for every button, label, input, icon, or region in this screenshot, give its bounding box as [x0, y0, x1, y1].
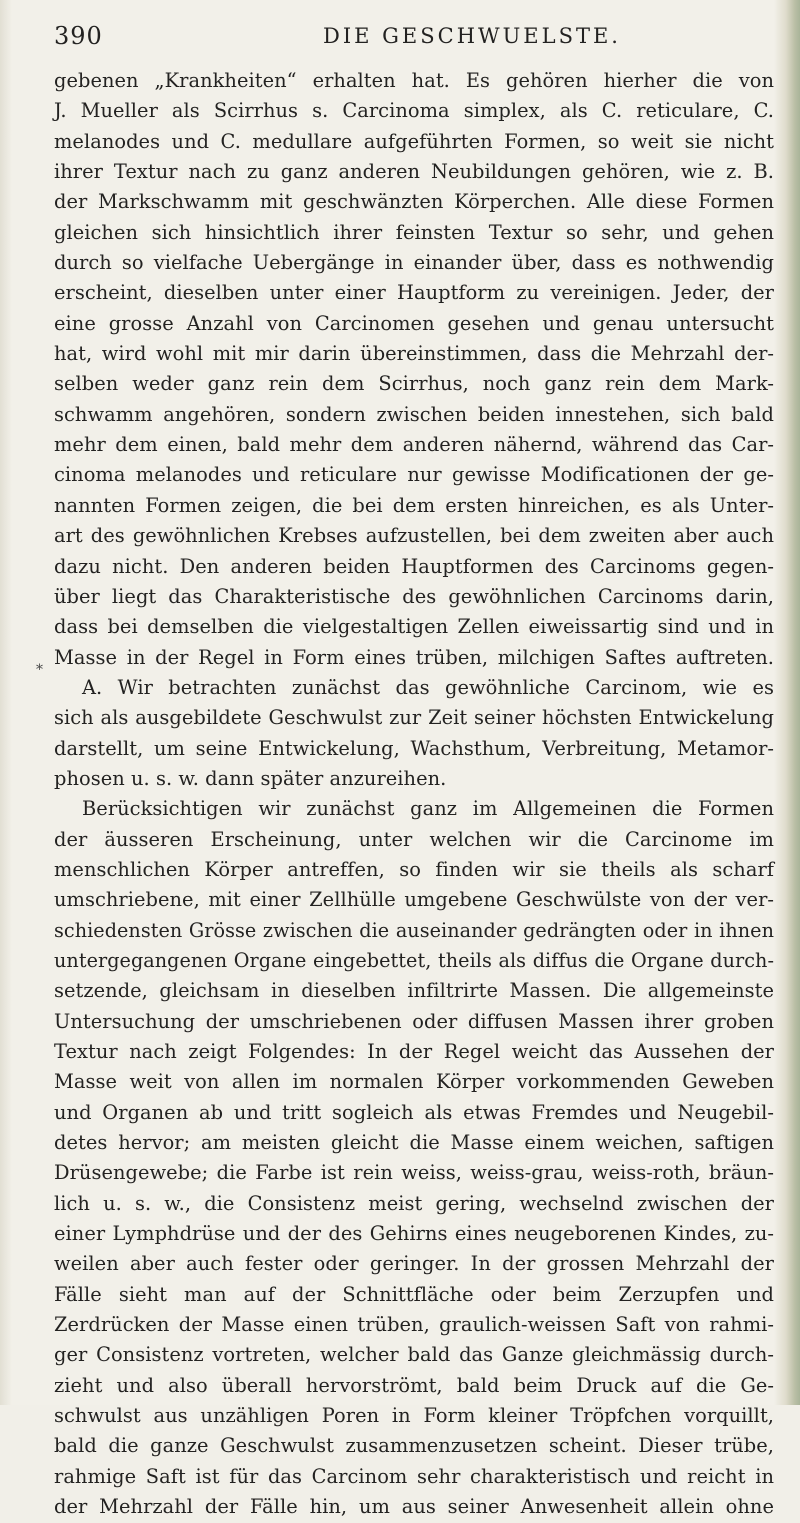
text-line: hat, wird wohl mit mir darin übereinstimmen, dass die Mehrzahl der- [54, 342, 774, 366]
text-line: nannten Formen zeigen, die bei dem ersten hinreichen, es als Unter- [54, 493, 774, 517]
text-line: umschriebene, mit einer Zellhülle umgebene Geschwülste von der ver- [54, 888, 774, 912]
text-line: dazu nicht. Den anderen beiden Hauptformen des Carcinoms gegen- [54, 554, 774, 578]
running-title: DIE GESCHWUELSTE. [323, 24, 621, 48]
text-line: sich als ausgebildete Geschwulst zur Zeit seiner höchsten Entwickelung [54, 706, 774, 730]
text-line: eine grosse Anzahl von Carcinomen gesehen und genau untersucht [54, 311, 774, 335]
text-line: schiedensten Grösse zwischen die auseinander gedrängten oder in ihnen [54, 918, 774, 942]
text-line: Textur nach zeigt Folgendes: In der Regel weicht das Aussehen der [54, 1040, 774, 1063]
text-line: ihrer Textur nach zu ganz anderen Neubildungen gehören, wie z. B. [54, 160, 774, 184]
text-line: Masse weit von allen im normalen Körper vorkommenden Geweben [54, 1070, 774, 1094]
text-line: selben weder ganz rein dem Scirrhus, noch ganz rein dem Mark- [54, 372, 774, 396]
text-line: Zerdrücken der Masse einen trüben, graulich-weissen Saft von rahmi- [54, 1313, 774, 1337]
text-line: menschlichen Körper antreffen, so finden wir sie theils als scharf [54, 857, 774, 881]
text-line: erscheint, dieselben unter einer Hauptform zu vereinigen. Jeder, der [54, 281, 774, 305]
paragraph-start-line: A. Wir betrachten zunächst das gewöhnliche Carcinom, wie es [82, 675, 774, 699]
text-line: Untersuchung der umschriebenen oder diffusen Massen ihrer groben [54, 1009, 774, 1033]
text-line: setzende, gleichsam in dieselben infiltrirte Massen. Die allgemeinste [54, 979, 774, 1003]
text-line: ger Consistenz vortreten, welcher bald das Ganze gleichmässig durch- [54, 1343, 774, 1367]
text-line: gebenen „Krankheiten“ erhalten hat. Es gehören hierher die von [54, 69, 774, 92]
text-line: über liegt das Charakteristische des gewöhnlichen Carcinoms darin, [54, 584, 774, 608]
text-line: Drüsengewebe; die Farbe ist rein weiss, weiss-grau, weiss-roth, bräun- [54, 1161, 774, 1185]
text-line: darstellt, um seine Entwickelung, Wachsthum, Verbreitung, Metamor- [54, 736, 774, 760]
text-line: der äusseren Erscheinung, unter welchen wir die Carcinome im [54, 827, 774, 851]
paragraph-end-line: phosen u. s. w. dann später anzureihen. [54, 766, 447, 790]
text-line: bald die ganze Geschwulst zusammenzusetzen scheint. Dieser trübe, [54, 1434, 774, 1458]
text-line: mehr dem einen, bald mehr dem anderen nähernd, während das Car- [54, 433, 774, 457]
text-line: und Organen ab und tritt sogleich als etwas Fremdes und Neugebil- [54, 1100, 774, 1124]
text-line: cinoma melanodes und reticulare nur gewisse Modificationen der ge- [54, 463, 774, 487]
text-line: dass bei demselben die vielgestaltigen Zellen eiweissartig sind und in [54, 615, 774, 639]
text-line: zieht und also überall hervorströmt, bald beim Druck auf die Ge- [54, 1373, 774, 1397]
text-line: der Mehrzahl der Fälle hin, um aus seiner Anwesenheit allein ohne [54, 1495, 774, 1519]
text-line: rahmige Saft ist für das Carcinom sehr charakteristisch und reicht in [54, 1464, 774, 1488]
page-left-edge-shadow [0, 0, 12, 1405]
page-header [0, 14, 800, 54]
body-text [54, 66, 774, 1523]
margin-mark: * [36, 662, 43, 678]
text-line: untergegangenen Organe eingebettet, theils als diffus die Organe durch- [54, 948, 774, 972]
text-line: Fälle sieht man auf der Schnittfläche oder beim Zerzupfen und [54, 1282, 774, 1306]
text-line: lich u. s. w., die Consistenz meist gering, wechselnd zwischen der [54, 1191, 774, 1215]
page-right-edge-shadow [774, 0, 800, 1405]
text-line: durch so vielfache Uebergänge in einander über, dass es nothwendig [54, 251, 774, 275]
text-line: einer Lymphdrüse und der des Gehirns eines neugeborenen Kindes, zu- [54, 1222, 774, 1246]
paragraph-start-line: Berücksichtigen wir zunächst ganz im Allgemeinen die Formen [82, 797, 774, 821]
text-line: melanodes und C. medullare aufgeführten Formen, so weit sie nicht [54, 129, 774, 153]
text-line: weilen aber auch fester oder geringer. In der grossen Mehrzahl der [54, 1252, 774, 1276]
page-number: 390 [54, 22, 103, 50]
text-line: gleichen sich hinsichtlich ihrer feinsten Textur so sehr, und gehen [54, 220, 774, 244]
text-line: detes hervor; am meisten gleicht die Masse einem weichen, saftigen [54, 1131, 774, 1155]
text-line: schwamm angehören, sondern zwischen beiden innestehen, sich bald [54, 402, 774, 426]
text-line: der Markschwamm mit geschwänzten Körperchen. Alle diese Formen [54, 190, 774, 214]
text-line: schwulst aus unzähligen Poren in Form kleiner Tröpfchen vorquillt, [54, 1404, 774, 1428]
text-line: J. Mueller als Scirrhus s. Carcinoma simplex, als C. reticulare, C. [54, 99, 774, 123]
text-line: art des gewöhnlichen Krebses aufzustellen, bei dem zweiten aber auch [54, 524, 774, 548]
text-line: Masse in der Regel in Form eines trüben, milchigen Saftes auftreten. [54, 645, 774, 669]
